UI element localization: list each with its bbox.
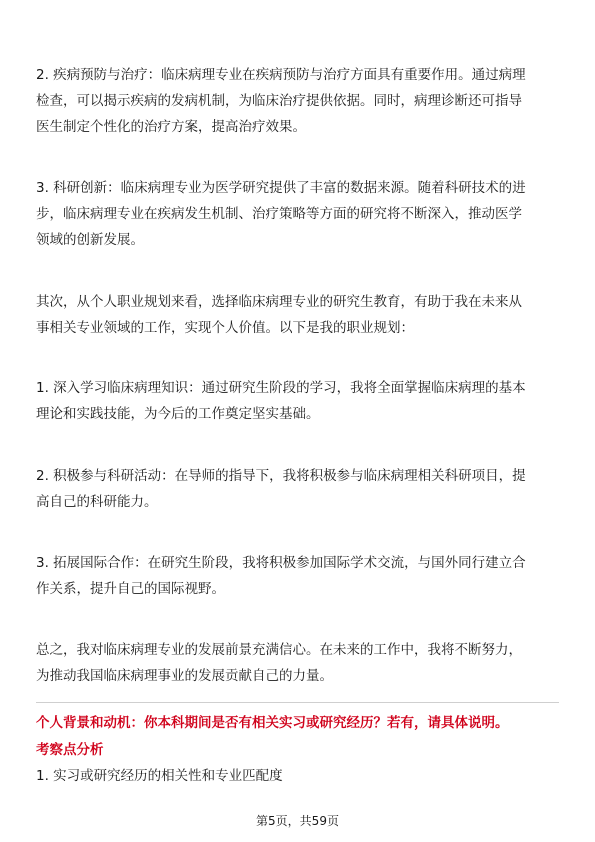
- paragraph-conclusion: [36, 637, 560, 689]
- page-number: 第5页，共59页: [256, 814, 339, 828]
- text-line: 检查，可以揭示疾病的发病机制，为临床治疗提供依据。同时，病理诊断还可指导: [36, 93, 522, 109]
- text-line: 其次，从个人职业规划来看，选择临床病理专业的研究生教育，有助于我在未来从: [36, 294, 522, 310]
- text-line: 2. 疾病预防与治疗：临床病理专业在疾病预防与治疗方面具有重要作用。通过病理: [36, 67, 526, 83]
- text-line: 总之，我对临床病理专业的发展前景充满信心。在未来的工作中，我将不断努力，: [36, 642, 522, 658]
- text-line: 医生制定个性化的治疗方案，提高治疗效果。: [36, 119, 306, 135]
- text-line: 领域的创新发展。: [36, 232, 144, 248]
- paragraph-research-innovation: [36, 175, 560, 253]
- text-line: 事相关专业领域的工作，实现个人价值。以下是我的职业规划：: [36, 320, 414, 336]
- analysis-point: 1. 实习或研究经历的相关性和专业匹配度: [36, 768, 283, 784]
- text-line: 理论和实践技能，为今后的工作奠定坚实基础。: [36, 406, 320, 422]
- paragraph-plan-item-2: [36, 463, 560, 515]
- text-line: 2. 积极参与科研活动：在导师的指导下，我将积极参与临床病理相关科研项目，提: [36, 468, 526, 484]
- paragraph-plan-item-1: [36, 375, 560, 427]
- text-line: 作关系，提升自己的国际视野。: [36, 581, 225, 597]
- divider: [36, 702, 559, 703]
- paragraph-plan-item-3: [36, 550, 560, 602]
- text-line: 3. 科研创新：临床病理专业为医学研究提供了丰富的数据来源。随着科研技术的进: [36, 180, 526, 196]
- text-line: 步，临床病理专业在疾病发生机制、治疗策略等方面的研究将不断深入，推动医学: [36, 206, 522, 222]
- text-line: 1. 深入学习临床病理知识：通过研究生阶段的学习，我将全面掌握临床病理的基本: [36, 380, 526, 396]
- section-title: 考察点分析: [36, 742, 104, 758]
- paragraph-career-planning: [36, 289, 560, 341]
- text-line: 为推动我国临床病理事业的发展贡献自己的力量。: [36, 668, 333, 684]
- text-line: 高自己的科研能力。: [36, 494, 158, 510]
- paragraph-disease-prevention: [36, 62, 560, 140]
- text-line: 3. 拓展国际合作：在研究生阶段，我将积极参加国际学术交流，与国外同行建立合: [36, 555, 526, 571]
- interview-question: 个人背景和动机：你本科期间是否有相关实习或研究经历？若有，请具体说明。: [36, 715, 509, 731]
